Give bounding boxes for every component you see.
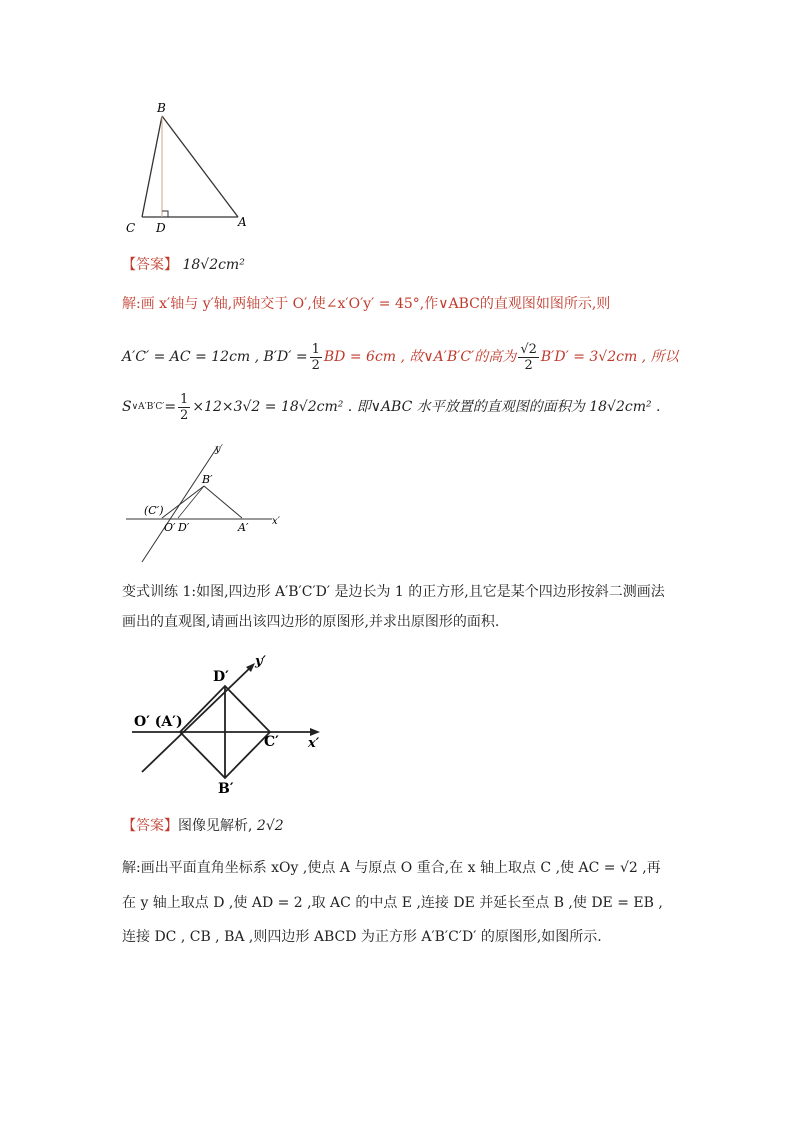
answer-value: 2√2 xyxy=(256,818,284,834)
label-d: D xyxy=(156,221,166,235)
solution-1-line-3: S ∨A′B′C′ = $\frac{1}{2}$ ×12×3√2 = 18√2cm² . 即∨ABC 水平放置的直观图的面积为 18√2cm² . xyxy=(122,391,661,423)
answer-tag: 【答案】 xyxy=(122,257,178,273)
x-axis-arrow xyxy=(310,728,320,736)
exercise-line-1: 变式训练 1:如图,四边形 A′B′C′D′ 是边长为 1 的正方形,且它是某个四边形按斜二测画法 xyxy=(122,584,665,600)
label-a: A xyxy=(238,215,247,229)
label-y: y′ xyxy=(255,654,266,669)
answer-tag: 【答案】 xyxy=(122,818,178,834)
label-c: (C′) xyxy=(144,504,164,517)
solution-2-line-2: 在 y 轴上取点 D ,使 AD = 2 ,取 AC 的中点 E ,连接 DE 并延长至点 B ,使 DE = EB , xyxy=(122,895,663,911)
exercise-line-2: 画出的直观图,请画出该四边形的原图形,并求出原图形的面积. xyxy=(122,614,500,630)
answer-value: 18√2cm² xyxy=(182,257,245,273)
label-x: x′ xyxy=(272,516,280,527)
solution-2-line-1: 解:画出平面直角坐标系 xOy ,使点 A 与原点 O 重合,在 x 轴上取点 C ,使 AC = √2 ,再 xyxy=(122,860,661,876)
solution-2-line-3: 连接 DC , CB , BA ,则四边形 ABCD 为正方形 A′B′C′D′ 的原图形,如图所示. xyxy=(122,929,602,945)
intuitive-triangle-figure xyxy=(122,438,292,568)
square-figure xyxy=(124,648,334,798)
edge-cb xyxy=(162,486,204,518)
label-y: y′ xyxy=(215,444,223,455)
edge-ba xyxy=(162,116,238,217)
label-b: B′ xyxy=(202,473,213,486)
label-a: A′ xyxy=(238,521,249,534)
edge-bc xyxy=(142,116,162,217)
solution-1-line-2: A′C′ = AC = 12cm , B′D′ = $\frac{1}{2}$ BD = 6cm , 故∨A′B′C′的高为 $\frac{√2}{2}$ B′D′ = 3√2cm , 所以 xyxy=(122,341,679,373)
fraction-half: $\frac{1}{2}$ xyxy=(311,341,320,373)
answer-2 xyxy=(122,816,284,836)
right-angle-mark xyxy=(162,211,168,217)
answer-1 xyxy=(122,255,245,275)
label-c: C xyxy=(126,221,136,235)
label-d: D′ xyxy=(213,669,229,685)
label-d: D′ xyxy=(178,521,190,534)
triangle-figure xyxy=(118,98,258,238)
answer-text: 图像见解析, xyxy=(178,818,253,834)
label-b: B′ xyxy=(218,781,234,797)
label-x: x′ xyxy=(308,736,320,751)
label-b: B xyxy=(157,101,166,115)
solution-1-line-1: 解:画 x′轴与 y′轴,两轴交于 O′,使∠x′O′y′ = 45°,作∨ABC的直观图如图所示,则 xyxy=(122,296,611,312)
edge-ba xyxy=(204,486,242,518)
fraction-half-2: $\frac{1}{2}$ xyxy=(180,391,189,423)
label-c: C′ xyxy=(264,734,279,750)
fraction-sqrt2-half: $\frac{√2}{2}$ xyxy=(520,341,537,373)
label-o: O′ xyxy=(164,521,176,534)
label-o: O′ (A′) xyxy=(134,714,183,730)
